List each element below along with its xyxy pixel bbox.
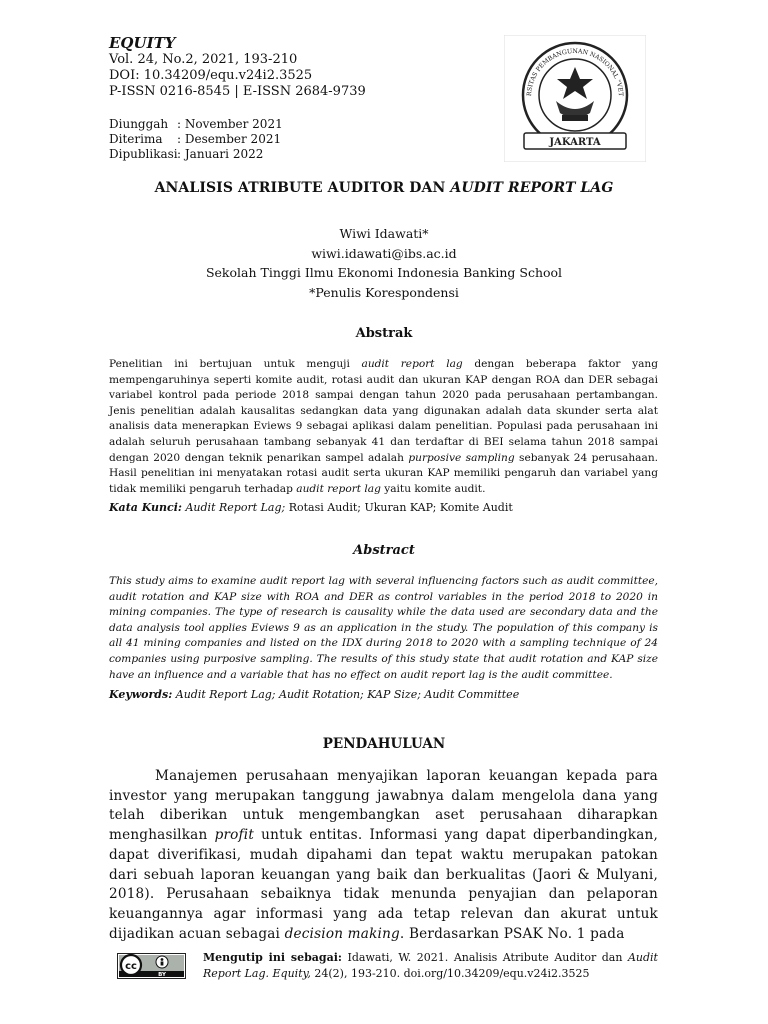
date-label: Dipublikasi bbox=[109, 147, 178, 161]
abstrak-run-italic: audit report lag bbox=[296, 482, 381, 495]
submission-dates bbox=[109, 117, 283, 162]
abstrak-text bbox=[109, 357, 658, 497]
date-row-uploaded bbox=[109, 117, 283, 132]
title-part-italic: AUDIT REPORT LAG bbox=[450, 180, 614, 196]
keywords bbox=[109, 687, 658, 702]
seal-city-text: JAKARTA bbox=[549, 137, 601, 148]
abstrak-run: yaitu komite audit. bbox=[380, 482, 486, 495]
date-value: : November 2021 bbox=[177, 117, 283, 131]
author-block bbox=[0, 224, 768, 302]
date-value: : Desember 2021 bbox=[177, 132, 282, 146]
pendahuluan-paragraph bbox=[109, 767, 658, 944]
date-label: Diterima bbox=[109, 132, 163, 146]
citation-label: Mengutip ini sebagai: bbox=[203, 951, 342, 964]
paragraph-run-italic: decision making bbox=[284, 925, 400, 942]
abstrak-run-italic: purposive sampling bbox=[408, 451, 515, 464]
author-name: Wiwi Idawati* bbox=[339, 226, 429, 241]
journal-volume: Vol. 24, No.2, 2021, 193-210 bbox=[109, 52, 298, 67]
author-email[interactable]: wiwi.idawati@ibs.ac.id bbox=[311, 245, 457, 261]
citation bbox=[203, 950, 658, 982]
journal-header bbox=[109, 34, 489, 100]
author-affiliation: Sekolah Tinggi Ilmu Ekonomi Indonesia Banking School bbox=[205, 265, 563, 280]
date-value: : Januari 2022 bbox=[177, 147, 264, 161]
abstrak-heading: Abstrak bbox=[355, 326, 413, 341]
corresponding-note: *Penulis Korespondensi bbox=[309, 284, 459, 300]
date-label: Diunggah bbox=[109, 117, 169, 131]
journal-issn: P-ISSN 0216-8545 | E-ISSN 2684-9739 bbox=[109, 84, 366, 99]
date-row-accepted bbox=[109, 132, 283, 147]
kata-kunci-rest: Rotasi Audit; Ukuran KAP; Komite Audit bbox=[285, 501, 513, 514]
pendahuluan-heading: PENDAHULUAN bbox=[322, 736, 446, 752]
title-part-regular: ANALISIS ATRIBUTE AUDITOR DAN bbox=[154, 180, 451, 196]
paper-title bbox=[0, 180, 768, 196]
journal-name: EQUITY bbox=[109, 34, 176, 52]
paragraph-run: . Berdasarkan PSAK No. 1 pada bbox=[399, 925, 625, 942]
citation-run: Idawati, W. 2021. Analisis Atribute Auditor dan bbox=[341, 951, 628, 964]
date-row-published bbox=[109, 147, 283, 162]
paragraph-run: untuk entitas. Informasi yang dapat diperbandingkan, dapat diverifikasi, mudah dipahami dan tepat waktu merupakan patokan dari sebuah laporan keuangan yang baik dan berkualitas (Jaori & Mulyani, 2018). Perusahaan sebaiknya tidak menunda penyajian dan pelaporan keuangannya agar informasi yang ada tetap relevan dan akurat untuk dijadikan acuan sebagai bbox=[109, 827, 658, 942]
cc-by-license-icon bbox=[117, 953, 186, 979]
cc-text: cc bbox=[125, 961, 137, 972]
kata-kunci-label: Kata Kunci: bbox=[109, 501, 182, 514]
seal-ring-text: RSITAS PEMBANGUNAN NASIONAL "VET bbox=[525, 47, 625, 97]
keywords-label: Keywords: bbox=[109, 688, 173, 701]
kata-kunci bbox=[109, 500, 658, 515]
journal-doi: DOI: 10.34209/equ.v24i2.3525 bbox=[109, 68, 313, 83]
university-logo bbox=[504, 35, 646, 162]
keywords-text: Audit Report Lag; Audit Rotation; KAP Size; Audit Committee bbox=[172, 688, 520, 701]
abstrak-run-italic: audit report lag bbox=[361, 358, 463, 370]
kata-kunci-first: Audit Report Lag; bbox=[181, 501, 286, 514]
paragraph-run: Manajemen perusahaan menyajikan laporan keuangan kepada para investor yang merupakan tanggung jawabnya dalam mengelola dana yang telah diberikan untuk mengembangkan aset perusahaan diharapkan menghasilkan bbox=[109, 768, 658, 844]
abstrak-run: dengan beberapa faktor yang mempengaruhinya seperti komite audit, rotasi audit dan ukuran KAP dengan ROA dan DER sebagai variabel kontrol pada periode 2018 sampai dengan tahun 2020 pada perusahaan pertambangan. Jenis penelitian adalah kausalitas sedangkan data yang digunakan adalah data skunder serta alat analisis data menerapkan Eviews 9 sebagai aplikasi dalam penelitian. Populasi pada perusahaan ini adalah seluruh perusahaan tambang sebanyak 41 dan terdaftar di BEI selama tahun 2018 sampai dengan 2020 dengan teknik penarikan sampel adalah bbox=[109, 358, 658, 464]
abstract-text: This study aims to examine audit report lag with several influencing factors such as audit committee, audit rotation and KAP size with ROA and DER as control variables in the period 2018 to 2020 in mining companies. The type of research is causality while the data used are secondary data and the data analysis tool applies Eviews 9 as an application in the study. The population of this company is all 41 mining companies and listed on the IDX during 2018 to 2020 with a sampling technique of 24 companies using purposive sampling. The results of this study state that audit rotation and KAP size have an influence and a variable that has no effect on audit report lag is the audit committee. bbox=[109, 575, 658, 681]
citation-run-italic: Audit Report Lag. Equity, bbox=[203, 951, 658, 980]
abstrak-run: sebanyak 24 perusahaan. Hasil penelitian ini menyatakan rotasi audit serta ukuran KAP memiliki pengaruh dan variabel yang tidak memiliki pengaruh terhadap bbox=[109, 451, 659, 495]
university-seal-icon bbox=[504, 35, 646, 162]
abstract-heading: Abstract bbox=[353, 543, 415, 558]
paragraph-run-italic: profit bbox=[214, 827, 255, 844]
citation-doi[interactable]: 24(2), 193-210. doi.org/10.34209/equ.v24i2.3525 bbox=[310, 967, 590, 980]
abstrak-run: Penelitian ini bertujuan untuk menguji bbox=[109, 358, 362, 370]
by-text: BY bbox=[158, 972, 166, 978]
